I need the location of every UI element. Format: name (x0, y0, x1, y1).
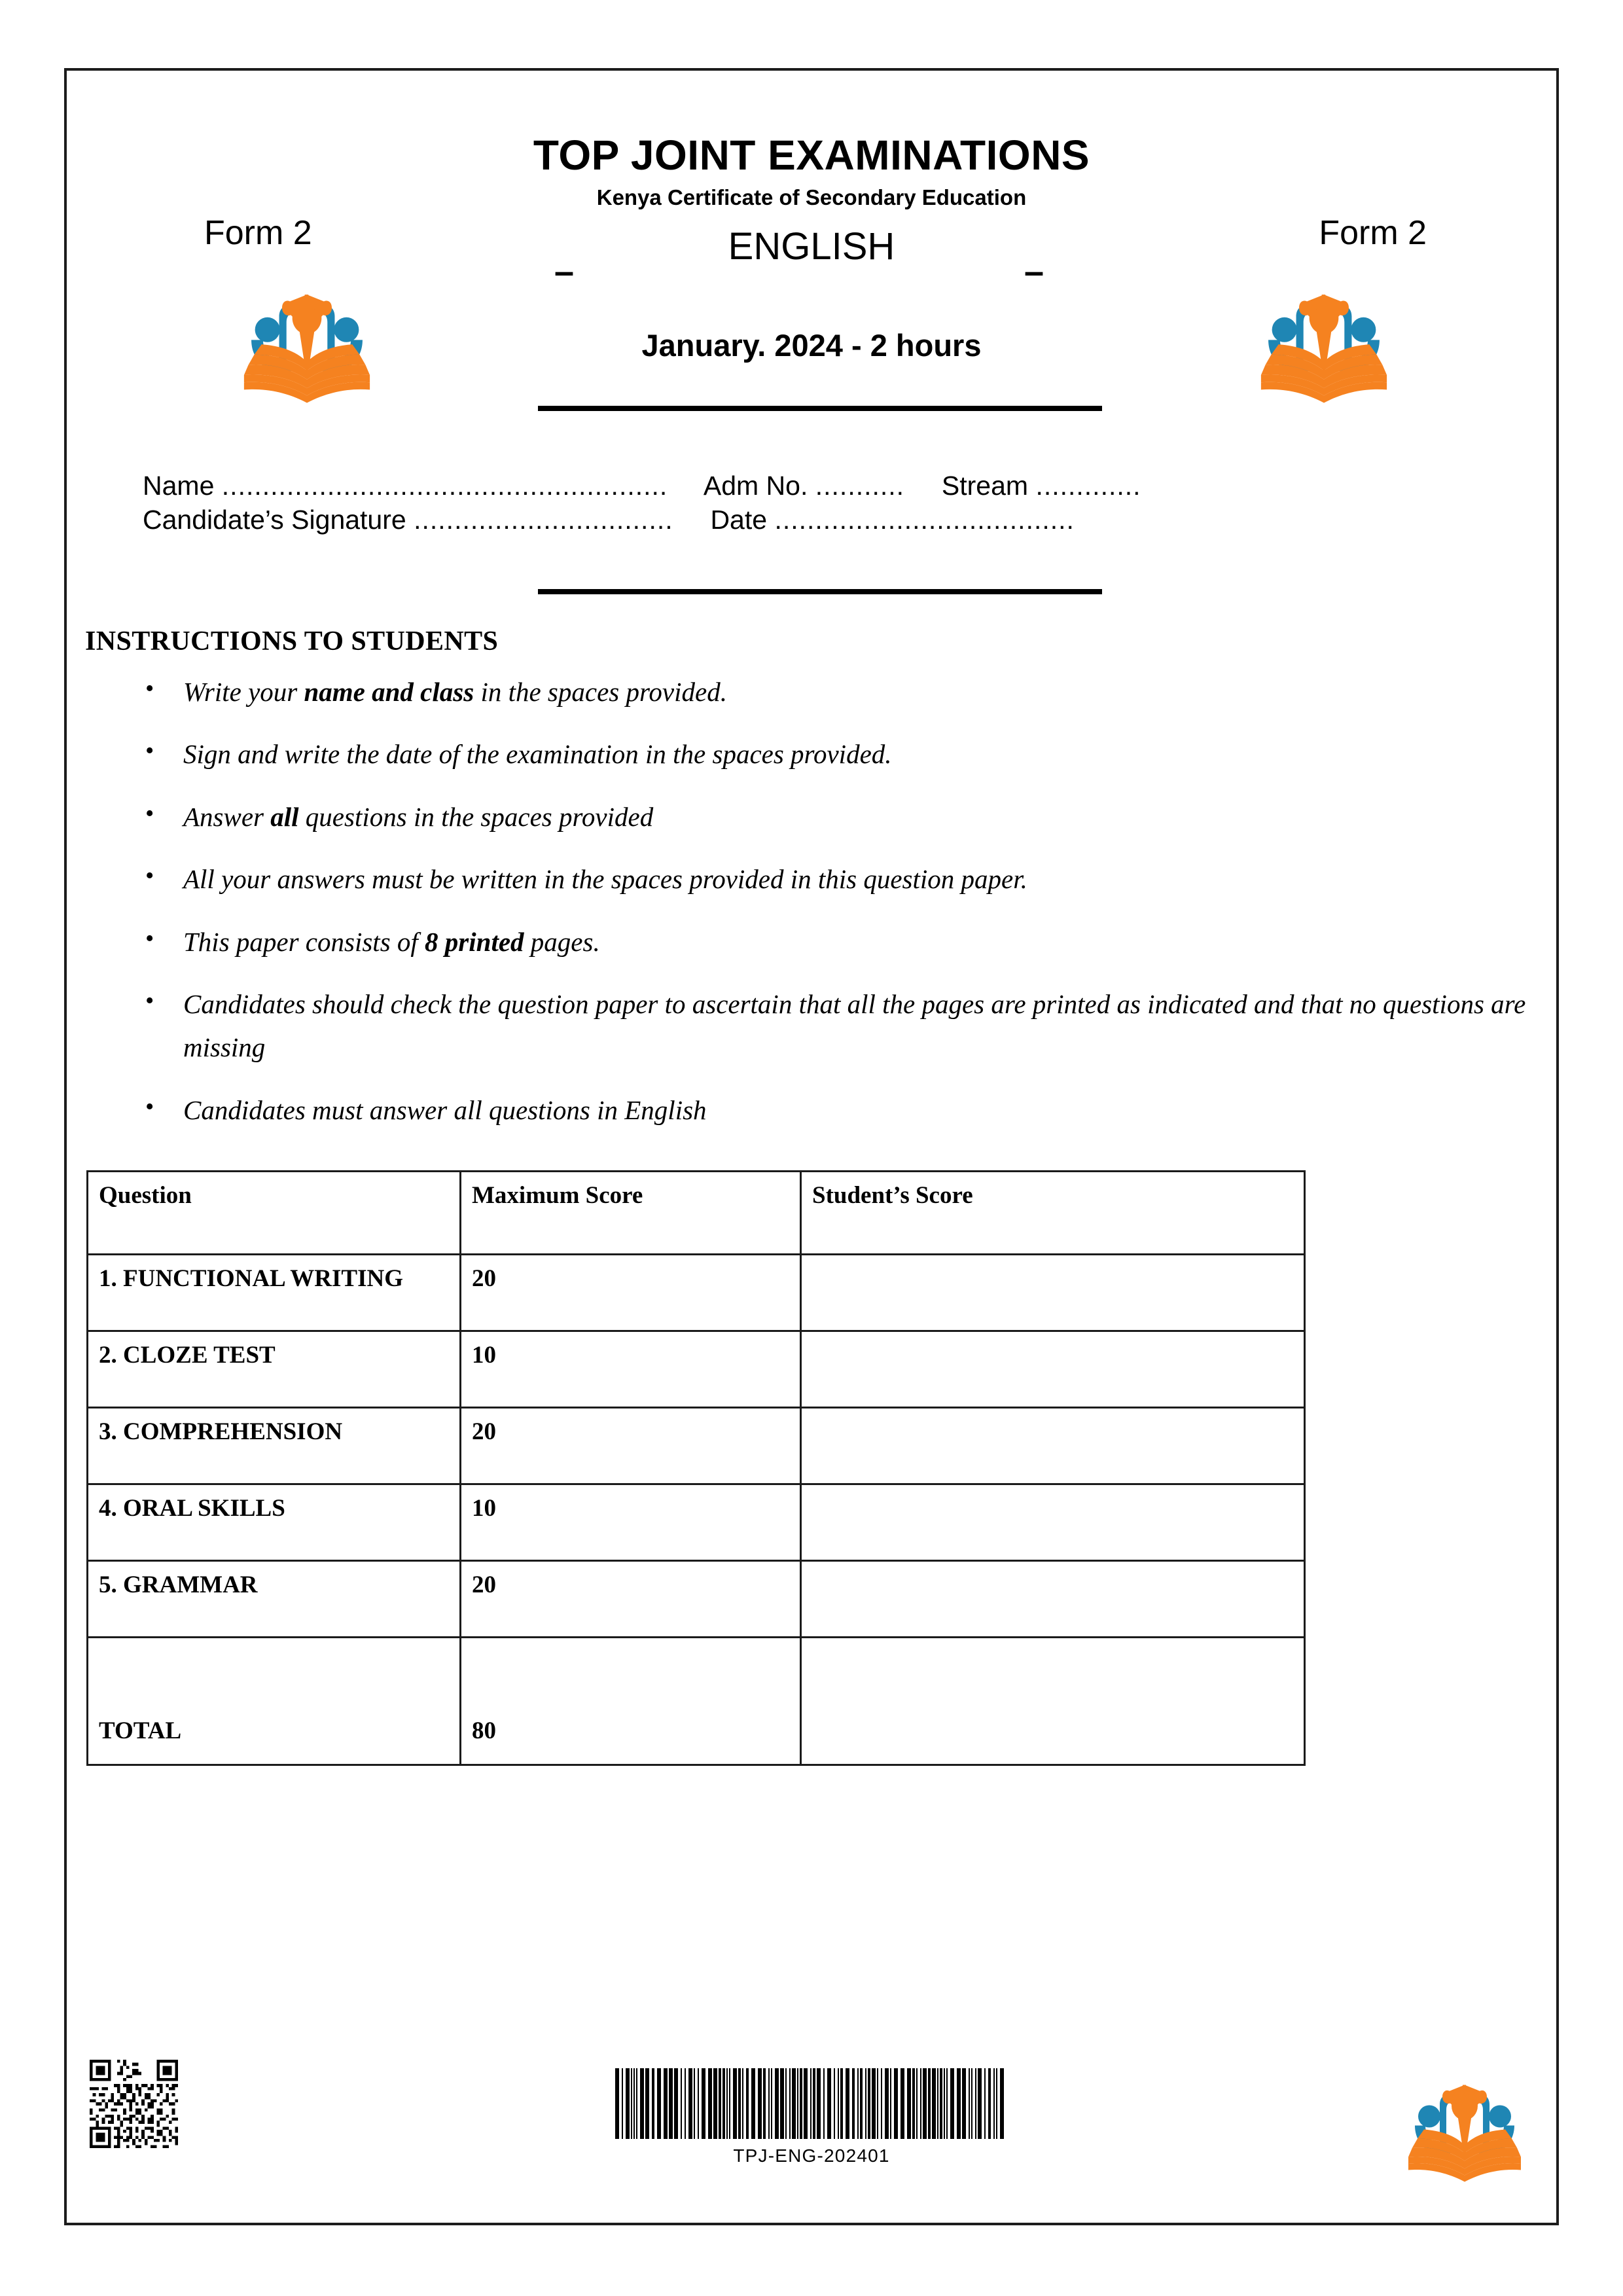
student-score-cell[interactable] (801, 1255, 1305, 1331)
maximum-score-cell: 20 (461, 1561, 801, 1638)
subject-title: ENGLISH (728, 225, 895, 268)
student-score-cell[interactable] (801, 1484, 1305, 1561)
instructions-list (105, 670, 1530, 1151)
maximum-score-cell: 20 (461, 1408, 801, 1484)
student-score-cell[interactable] (801, 1331, 1305, 1408)
question-cell: 4. ORAL SKILLS (88, 1484, 461, 1561)
exam-session: January. 2024 - 2 hours (641, 328, 982, 363)
adm-no-label: Adm No. (703, 471, 808, 501)
top-joint-examinations-logo-icon (1249, 281, 1399, 406)
name-label: Name (143, 471, 215, 501)
maximum-score-cell: 80 (461, 1638, 801, 1765)
date-label: Date (710, 505, 768, 535)
column-header-student-score: Student’s Score (801, 1172, 1305, 1255)
header-rule-bottom (538, 589, 1102, 594)
table-row (88, 1561, 1305, 1638)
instruction-text: All your answers must be written in the spaces provided in this question paper. (183, 864, 1027, 895)
instruction-text: questions in the spaces provided (298, 801, 654, 832)
table-row (88, 1331, 1305, 1408)
table-header-row (88, 1172, 1305, 1255)
instruction-emphasis: 8 printed (425, 926, 524, 957)
instruction-text: Sign and write the date of the examination in the spaces provided. (183, 739, 892, 770)
instruction-emphasis: name and class (304, 677, 474, 707)
question-cell: TOTAL (88, 1638, 461, 1765)
maximum-score-cell: 20 (461, 1255, 801, 1331)
exam-paper-page (64, 68, 1559, 2225)
candidate-signature-row (67, 507, 1556, 533)
instruction-text: pages. (524, 926, 600, 957)
column-header-maximum-score: Maximum Score (461, 1172, 801, 1255)
signature-input-dots[interactable]: ................................ (414, 505, 673, 535)
barcode-block (615, 2068, 1008, 2166)
table-total-row (88, 1638, 1305, 1765)
form-label-left: Form 2 (204, 214, 312, 252)
name-input-dots[interactable]: ....................................................... (221, 471, 668, 501)
signature-label: Candidate’s Signature (143, 505, 406, 535)
instruction-item (183, 857, 1530, 901)
instructions-heading: INSTRUCTIONS TO STUDENTS (85, 626, 499, 656)
instruction-text: Write your (183, 677, 304, 707)
adm-no-input-dots[interactable]: ........... (815, 471, 905, 501)
exam-subtitle: Kenya Certificate of Secondary Education (596, 185, 1027, 209)
instruction-text: in the spaces provided. (474, 677, 727, 707)
maximum-score-cell: 10 (461, 1331, 801, 1408)
instruction-text: Candidates must answer all questions in English (183, 1094, 707, 1125)
form-label-right: Form 2 (1319, 214, 1427, 252)
instruction-text: This paper consists of (183, 926, 425, 957)
maximum-score-cell: 10 (461, 1484, 801, 1561)
table-row (88, 1484, 1305, 1561)
instruction-item (183, 982, 1530, 1069)
instruction-emphasis: all (270, 801, 299, 832)
student-score-cell[interactable] (801, 1561, 1305, 1638)
top-joint-examinations-logo-icon (1399, 2072, 1530, 2186)
instruction-item (183, 920, 1530, 963)
instruction-item (183, 732, 1530, 776)
instruction-item (183, 670, 1530, 713)
top-joint-examinations-logo-icon (232, 281, 382, 406)
instruction-text: Candidates should check the question paper to ascertain that all the pages are printed as indicated and that no questions are missing (183, 989, 1526, 1063)
instruction-item (183, 1088, 1530, 1132)
dash-separator-right: – (1024, 252, 1044, 291)
stream-label: Stream (941, 471, 1029, 501)
candidate-name-row (67, 473, 1556, 499)
stream-input-dots[interactable]: ............. (1035, 471, 1141, 501)
dash-separator-left: – (554, 252, 575, 291)
barcode (615, 2068, 1008, 2139)
column-header-question: Question (88, 1172, 461, 1255)
barcode-label: TPJ-ENG-202401 (733, 2145, 890, 2166)
date-input-dots[interactable]: ..................................... (774, 505, 1075, 535)
question-cell: 5. GRAMMAR (88, 1561, 461, 1638)
header-rule-top (538, 406, 1102, 411)
instruction-text: Answer (183, 801, 271, 832)
score-table (86, 1170, 1306, 1766)
instruction-item (183, 795, 1530, 838)
question-cell: 3. COMPREHENSION (88, 1408, 461, 1484)
qr-code (90, 2060, 178, 2148)
exam-title: TOP JOINT EXAMINATIONS (533, 132, 1090, 179)
student-score-cell[interactable] (801, 1638, 1305, 1765)
question-cell: 2. CLOZE TEST (88, 1331, 461, 1408)
question-cell: 1. FUNCTIONAL WRITING (88, 1255, 461, 1331)
table-row (88, 1255, 1305, 1331)
student-score-cell[interactable] (801, 1408, 1305, 1484)
table-row (88, 1408, 1305, 1484)
